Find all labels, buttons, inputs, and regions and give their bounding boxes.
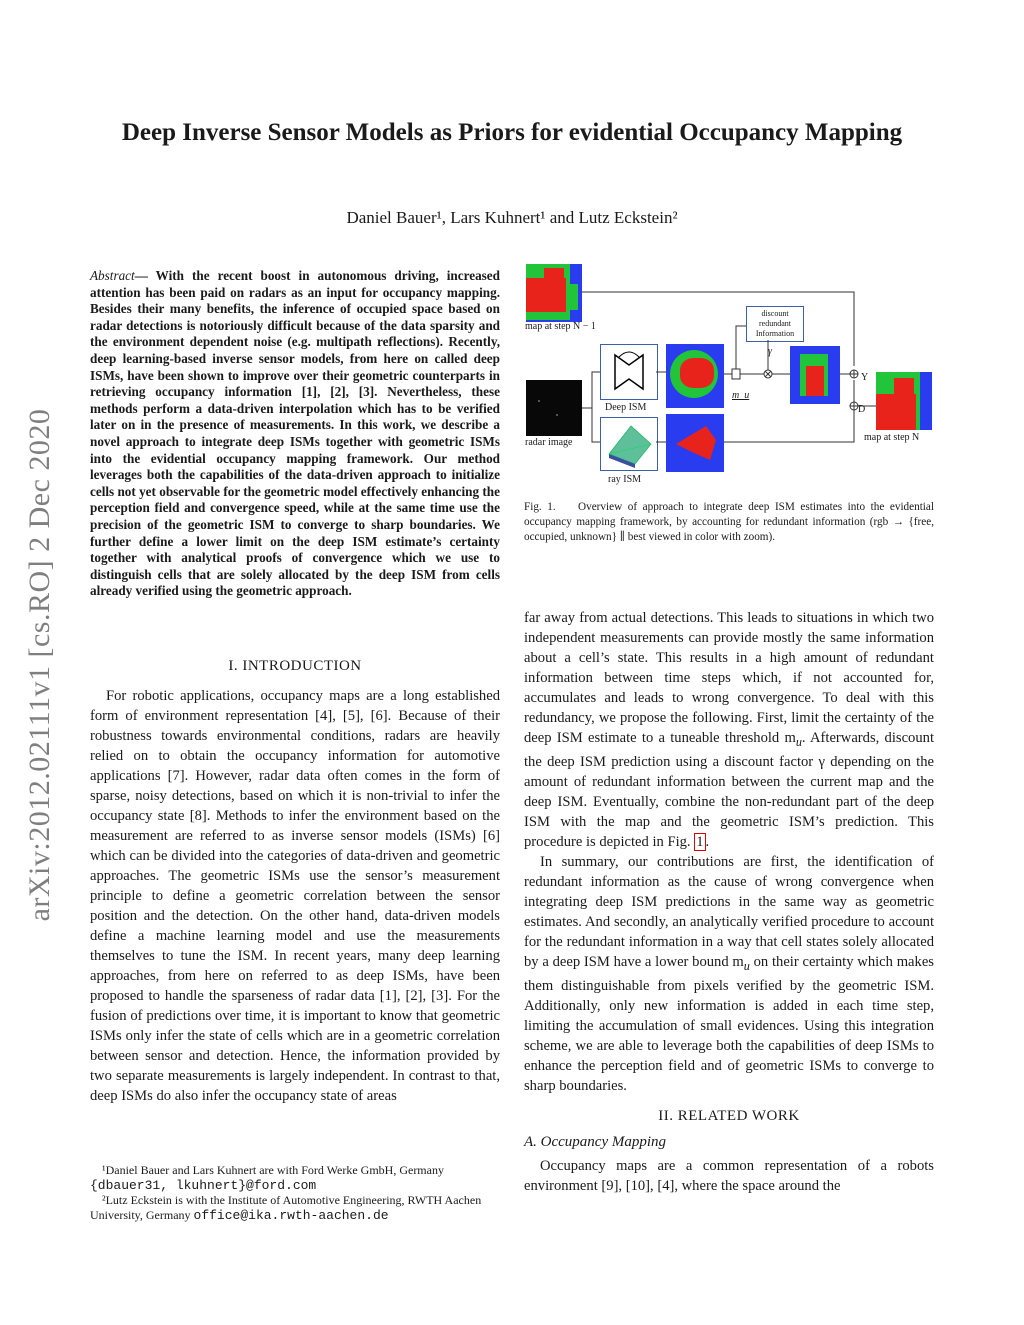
abstract-text: — With the recent boost in autonomous driving, increased attention has been paid on radars as an input for occupancy mapping. Besides their many benefits, the inference of occupied space based on radar detections is notoriously difficult because of the data sparsity and the environment dependent noise (e.g. multipath reflections). Recently, deep learning-based inverse sensor models, from here on called deep ISMs, have been shown to improve over their geometric counterparts in retrieving occupancy information [1], [2], [3]. Nevertheless, these methods perform a data-driven interpolation which has to be verified later on in the presence of measurements. In this work, we describe a novel approach to integrate deep ISMs together with geometric ISMs into the evidential occupancy mapping framework. Our method leverages both the capabilities of the data-driven approach to initialize cells not yet observable for the geometric model effectively enhancing the perception field and convergence speed, while at the same time use the precision of the geometric ISM to converge to sharp boundaries. We further define a lower limit on the deep ISM estimate’s certainty together with analytical proofs of convergence which we use to distinguish cells that are solely allocated by the deep ISM from cells already verified using the geometric approach.: [90, 268, 500, 599]
right-p1-part-a: far away from actual detections. This leads to situations in which two independent measurements can provide mostly the same information about a cell’s state. This results in a high amount of redundant information between time steps which, if not accounted for, accumulates and leads to wrong convergence. To deal with this redundancy, we propose the following. First, limit the certainty of the deep ISM estimate to a tuneable threshold m: [524, 610, 934, 746]
discount-label-2: redundant: [759, 319, 791, 328]
label-map-prev: map at step N − 1: [525, 321, 596, 332]
right-p1-part-b: . Afterwards, discount the deep ISM prediction using a discount factor γ depending on the amount of redundant information between the current map and the deep ISM. Eventually, combine the non-redundant part of the deep ISM with the map and the geometric ISM’s prediction. This procedure is depicted in Fig.: [524, 730, 934, 850]
right-p2-part-b: on their certainty which makes them distinguishable from pixels verified by the geometric ISM. Additionally, only new information is added in each time step, limiting the accumulation of small evidences. Using this integration scheme, we are able to leverage both the capabilities of deep ISMs to enhance the perception field and of geometric ISMs to converge to sharp boundaries.: [524, 953, 934, 1094]
label-deep-ism: Deep ISM: [605, 402, 647, 413]
label-ray-ism: ray ISM: [608, 474, 642, 485]
figure-caption: [524, 500, 934, 545]
discount-label-1: discount: [761, 309, 789, 318]
label-D: D: [858, 404, 866, 415]
right-p2-subscript: u: [743, 958, 750, 973]
abstract-label: Abstract: [90, 268, 135, 283]
paper-authors: Daniel Bauer¹, Lars Kuhnert¹ and Lutz Eckstein²: [346, 208, 678, 227]
label-mu: m_u: [732, 390, 750, 401]
paper-title: Deep Inverse Sensor Models as Priors for evidential Occupancy Mapping: [121, 119, 903, 146]
footnote-1-email: {dbauer31, lkuhnert}@ford.com: [90, 1178, 317, 1193]
right-paragraph-3: Occupancy maps are a common representation of a robots environment [9], [10], [4], where the space around the: [524, 1157, 934, 1194]
footnotes: [90, 1163, 500, 1223]
abstract: [90, 268, 500, 600]
right-paragraph-2: [524, 852, 934, 1096]
right-column: [524, 608, 934, 1196]
right-p2-part-a: In summary, our contributions are first, the identification of redundant information as the cause of wrong convergence when integrating deep ISM predictions in the same way as geometric estimates. And secondly, an analytically verified procedure to account for the redundant information in a way that cell states solely allocated by a deep ISM have a lower bound m: [524, 853, 934, 970]
label-map-next: map at step N: [864, 432, 920, 443]
section-heading-introduction: I. INTRODUCTION: [228, 658, 362, 674]
section-heading-related-work: II. RELATED WORK: [658, 1107, 800, 1124]
subsection-heading-occupancy-mapping: A. Occupancy Mapping: [524, 1133, 667, 1150]
figure-reference-link[interactable]: 1: [696, 833, 704, 850]
label-Y: Y: [861, 372, 869, 383]
right-p1-subscript: u: [795, 734, 802, 749]
figure-1: [520, 262, 940, 487]
discount-label-3: Information: [755, 329, 795, 338]
caption-text: Overview of approach to integrate deep ISM estimates into the evidential occupancy mapping framework, by accounting for redundant information (rgb → {free, occupied, unknown} ∥ best viewed in color with zoom).: [524, 501, 934, 543]
arxiv-stamp: arXiv:2012.02111v1 [cs.RO] 2 Dec 2020: [23, 408, 56, 922]
figure-connectors: [520, 262, 940, 487]
footnote-2-email: office@ika.rwth-aachen.de: [193, 1208, 389, 1223]
caption-fig-label: Fig. 1.: [524, 501, 556, 513]
right-p1-part-c: .: [705, 833, 710, 850]
label-gamma: γ: [768, 346, 772, 357]
label-radar: radar image: [525, 437, 573, 448]
footnote-2: [90, 1193, 500, 1223]
footnote-1: ¹Daniel Bauer and Lars Kuhnert are with Ford Werke GmbH, Germany: [102, 1163, 444, 1177]
footnote-2-text: ²Lutz Eckstein is with the Institute of Automotive Engineering, RWTH Aachen University, Germany: [90, 1193, 482, 1222]
intro-paragraph: For robotic applications, occupancy maps are a long established form of environment representation [4], [5], [6]. Because of their robustness towards environmental conditions, radars are heavily relied on to obtain the occupancy information for automotive applications [7]. However, radar data often comes in the form of sparse, noisy detections, based on which it is non-trivial to infer the occupancy state [8]. Methods to infer the environment based on the measurement are referred to as inverse sensor models (ISMs) [6] which can be divided into the categories of data-driven and geometric approaches. The geometric ISMs use the sensor’s measurement principle to define a geometric correlation between the sensor position and the detection. On the other hand, data-driven models define a machine learning model and use the measurements themselves to tune the ISM. In recent years, many deep learning approaches, from here on referred to as deep ISMs, have been proposed to handle the sparseness of radar data [1], [2], [3]. For the fusion of predictions over time, it is important to know that geometric ISMs only infer the state of cells which are in a geometric correlation between sensor and detection. Hence, the information provided by two separate measurements is largely independent. In contrast to that, deep ISMs do also infer the occupancy state of areas: [90, 688, 500, 1104]
right-paragraph-1: [524, 608, 934, 852]
left-column: [90, 656, 500, 1106]
